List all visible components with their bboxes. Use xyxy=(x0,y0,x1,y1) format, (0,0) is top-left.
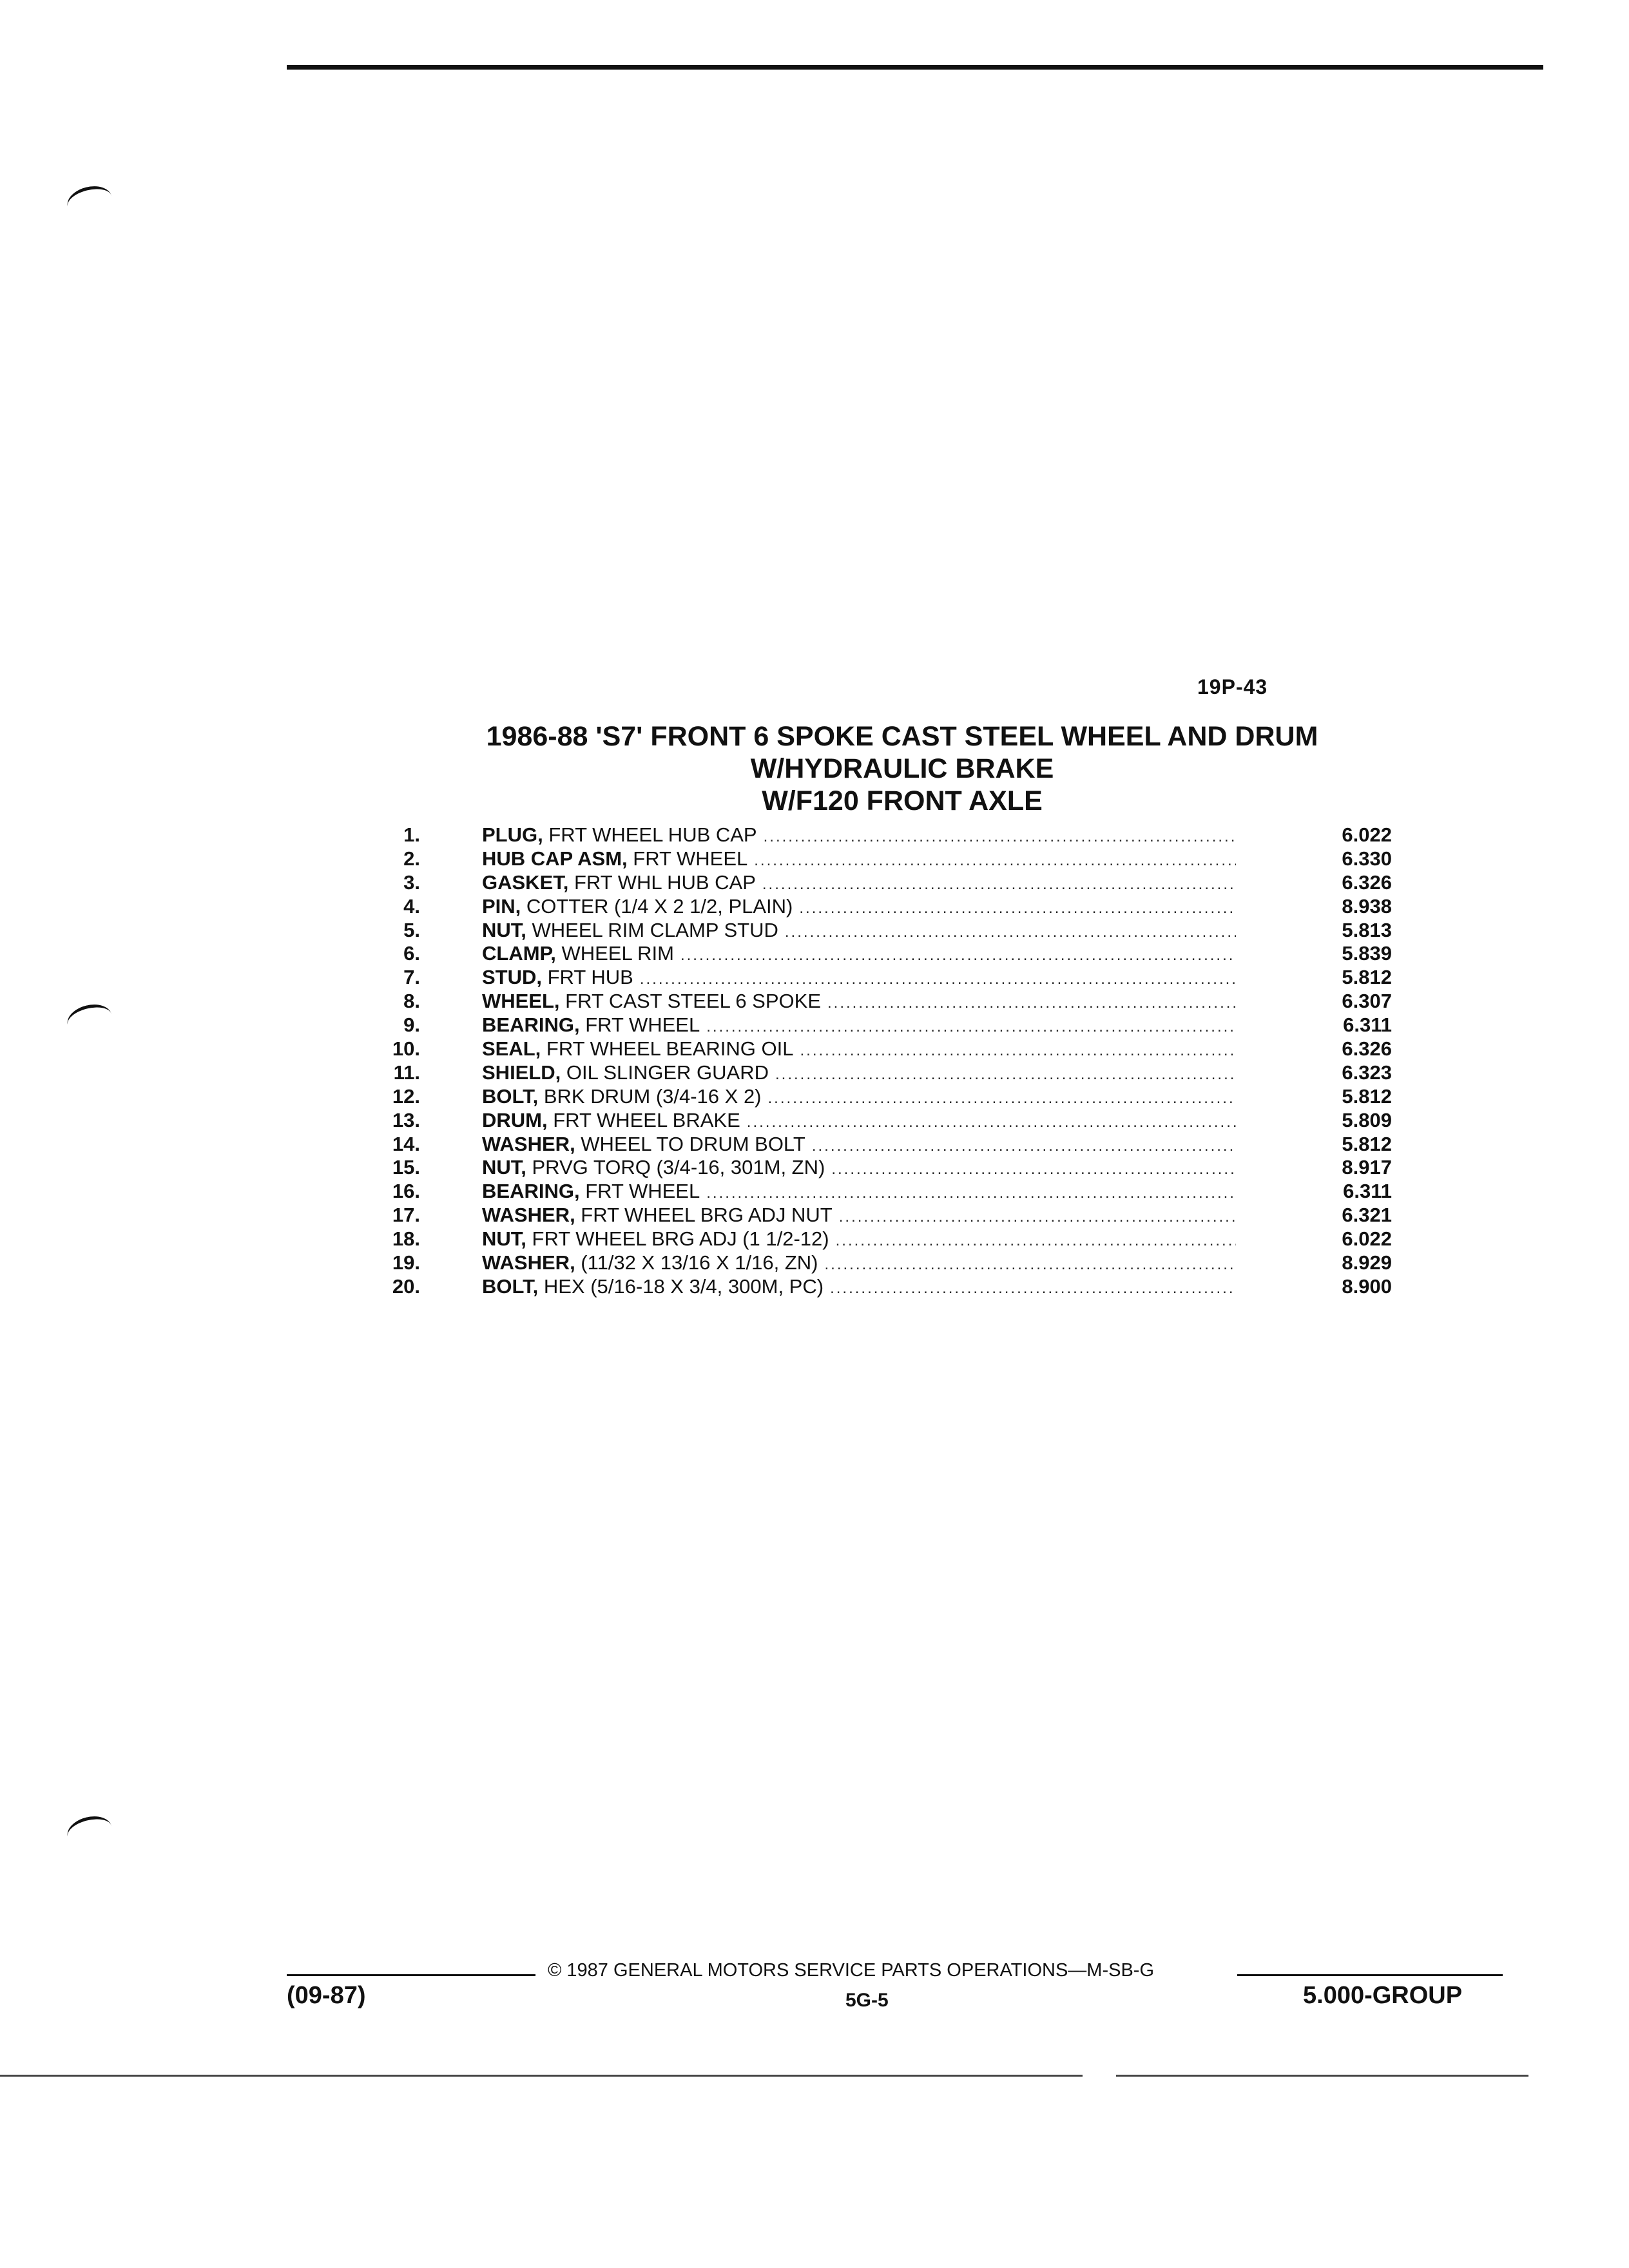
part-name: WASHER, xyxy=(482,1251,575,1274)
part-detail: FRT WHEEL BRG ADJ (1 1/2-12) xyxy=(526,1227,829,1251)
dot-leader xyxy=(836,1229,1236,1253)
part-name: SEAL, xyxy=(482,1037,541,1061)
group-number: 8.929 xyxy=(1342,1251,1392,1274)
part-description xyxy=(482,942,1236,967)
part-description xyxy=(482,1037,1236,1062)
part-name: SHIELD, xyxy=(482,1061,561,1084)
part-number: 5. xyxy=(403,918,420,941)
part-number: 4. xyxy=(403,894,420,918)
page-title xyxy=(387,720,1418,817)
top-rule xyxy=(287,65,1543,70)
part-detail: FRT WHEEL xyxy=(579,1014,700,1037)
part-name: WASHER, xyxy=(482,1132,575,1155)
part-detail: OIL SLINGER GUARD xyxy=(561,1061,769,1084)
part-description xyxy=(482,1156,1236,1181)
group-number: 6.326 xyxy=(1342,870,1392,894)
group-number: 6.311 xyxy=(1343,1180,1392,1203)
dot-leader xyxy=(812,1135,1236,1158)
part-detail: FRT WHEEL BRG ADJ NUT xyxy=(575,1204,833,1227)
group-number: 6.311 xyxy=(1343,1014,1392,1037)
group-number: 5.839 xyxy=(1342,942,1392,965)
part-number: 8. xyxy=(403,990,420,1013)
binder-hole-mark xyxy=(64,182,115,221)
part-number: 10. xyxy=(392,1037,420,1061)
dot-leader xyxy=(768,1087,1236,1110)
dot-leader xyxy=(825,1253,1237,1276)
title-line-2: W/HYDRAULIC BRAKE xyxy=(750,753,1054,784)
part-detail: HEX (5/16-18 X 3/4, 300M, PC) xyxy=(538,1274,824,1298)
group-number: 6.326 xyxy=(1342,1037,1392,1061)
part-number: 9. xyxy=(403,1014,420,1037)
part-description xyxy=(482,1061,1236,1086)
dot-leader xyxy=(831,1158,1236,1181)
dot-leader xyxy=(706,1182,1236,1205)
part-number: 20. xyxy=(392,1274,420,1298)
group-number: 5.809 xyxy=(1342,1108,1392,1131)
part-description xyxy=(482,871,1236,896)
group-number: 6.321 xyxy=(1342,1204,1392,1227)
title-line-3: W/F120 FRONT AXLE xyxy=(762,785,1043,816)
part-number: 7. xyxy=(403,966,420,989)
group-number: 5.812 xyxy=(1342,1132,1392,1155)
part-row xyxy=(361,1133,1392,1157)
part-detail: FRT WHEEL BRAKE xyxy=(547,1108,740,1131)
part-name: HUB CAP ASM, xyxy=(482,847,628,870)
group-number: 5.812 xyxy=(1342,966,1392,989)
dot-leader xyxy=(764,825,1236,849)
part-detail: FRT WHEEL HUB CAP xyxy=(543,823,757,846)
part-description xyxy=(482,990,1236,1015)
part-detail: WHEEL TO DRUM BOLT xyxy=(575,1132,805,1155)
dot-leader xyxy=(800,1039,1236,1062)
part-row xyxy=(361,1014,1392,1037)
dot-leader xyxy=(775,1063,1236,1086)
part-row xyxy=(361,895,1392,919)
part-name: GASKET, xyxy=(482,870,569,894)
part-name: DRUM, xyxy=(482,1108,548,1131)
part-name: BOLT, xyxy=(482,1274,539,1298)
part-row xyxy=(361,1251,1392,1275)
page-number: 5G-5 xyxy=(845,1990,889,2011)
bottom-rule xyxy=(0,2075,1083,2077)
part-description xyxy=(482,1085,1236,1110)
part-number: 11. xyxy=(393,1061,420,1084)
part-detail: FRT WHL HUB CAP xyxy=(568,870,756,894)
group-number: 6.307 xyxy=(1342,990,1392,1013)
part-row xyxy=(361,966,1392,990)
part-description xyxy=(482,823,1236,849)
part-number: 1. xyxy=(403,823,420,846)
part-detail: WHEEL RIM xyxy=(555,942,674,965)
group-number: 6.022 xyxy=(1342,823,1392,846)
part-name: CLAMP, xyxy=(482,942,556,965)
part-description xyxy=(482,1109,1236,1134)
group-number: 6.323 xyxy=(1342,1061,1392,1084)
part-row xyxy=(361,990,1392,1014)
binder-hole-mark xyxy=(64,1812,115,1851)
part-name: NUT, xyxy=(482,918,526,941)
part-row xyxy=(361,1275,1392,1299)
part-detail: FRT CAST STEEL 6 SPOKE xyxy=(559,990,821,1013)
part-number: 16. xyxy=(392,1180,420,1203)
part-row xyxy=(361,919,1392,943)
part-name: WHEEL, xyxy=(482,990,560,1013)
group-number: 6.330 xyxy=(1342,847,1392,870)
part-description xyxy=(482,1204,1236,1229)
part-name: BEARING, xyxy=(482,1180,580,1203)
parts-list xyxy=(361,823,1392,1299)
footer-rule-right xyxy=(1237,1974,1503,1976)
dot-leader xyxy=(754,849,1236,872)
footer-date: (09-87) xyxy=(287,1982,366,2009)
group-number: 8.938 xyxy=(1342,894,1392,918)
part-row xyxy=(361,942,1392,966)
part-detail: WHEEL RIM CLAMP STUD xyxy=(526,918,778,941)
part-description xyxy=(482,1180,1236,1205)
group-number: 5.812 xyxy=(1342,1084,1392,1108)
part-detail: BRK DRUM (3/4-16 X 2) xyxy=(538,1084,762,1108)
dot-leader xyxy=(839,1206,1236,1229)
part-row xyxy=(361,1109,1392,1133)
dot-leader xyxy=(640,968,1236,991)
part-row xyxy=(361,1227,1392,1251)
part-description xyxy=(482,1133,1236,1158)
part-number: 6. xyxy=(403,942,420,965)
dot-leader xyxy=(680,944,1236,967)
part-detail: FRT WHEEL BEARING OIL xyxy=(541,1037,794,1061)
dot-leader xyxy=(799,897,1236,920)
part-row xyxy=(361,823,1392,847)
part-number: 15. xyxy=(392,1156,420,1179)
dot-leader xyxy=(785,921,1236,944)
group-number: 8.917 xyxy=(1342,1156,1392,1179)
binder-hole-mark xyxy=(64,1000,115,1039)
part-description xyxy=(482,1251,1236,1276)
part-detail: COTTER (1/4 X 2 1/2, PLAIN) xyxy=(521,894,793,918)
part-number: 13. xyxy=(392,1108,420,1131)
dot-leader xyxy=(747,1111,1236,1134)
part-number: 12. xyxy=(392,1084,420,1108)
part-description xyxy=(482,895,1236,920)
part-row xyxy=(361,1085,1392,1109)
part-number: 3. xyxy=(403,870,420,894)
part-row xyxy=(361,1204,1392,1227)
dot-leader xyxy=(827,992,1236,1015)
part-row xyxy=(361,871,1392,895)
group-number: 5.813 xyxy=(1342,918,1392,941)
part-detail: PRVG TORQ (3/4-16, 301M, ZN) xyxy=(526,1156,825,1179)
part-row xyxy=(361,1156,1392,1180)
copyright-notice: © 1987 GENERAL MOTORS SERVICE PARTS OPERATIONS—M-SB-G xyxy=(548,1960,1154,1981)
group-number: 8.900 xyxy=(1342,1274,1392,1298)
part-number: 19. xyxy=(392,1251,420,1274)
part-name: NUT, xyxy=(482,1227,526,1251)
part-description xyxy=(482,847,1236,872)
group-number: 6.022 xyxy=(1342,1227,1392,1251)
dot-leader xyxy=(830,1277,1236,1300)
part-row xyxy=(361,1037,1392,1061)
part-number: 17. xyxy=(392,1204,420,1227)
part-name: BOLT, xyxy=(482,1084,539,1108)
part-name: PLUG, xyxy=(482,823,543,846)
part-name: NUT, xyxy=(482,1156,526,1179)
part-detail: FRT HUB xyxy=(542,966,633,989)
dot-leader xyxy=(706,1015,1236,1039)
title-line-1: 1986-88 'S7' FRONT 6 SPOKE CAST STEEL WHEEL AND DRUM xyxy=(486,721,1318,752)
footer-group: 5.000-GROUP xyxy=(1303,1982,1463,2009)
part-detail: FRT WHEEL xyxy=(627,847,748,870)
bottom-rule xyxy=(1116,2075,1528,2077)
part-description xyxy=(482,966,1236,991)
part-name: WASHER, xyxy=(482,1204,575,1227)
part-row xyxy=(361,1180,1392,1204)
part-row xyxy=(361,1061,1392,1085)
part-description xyxy=(482,1275,1236,1300)
part-description xyxy=(482,1227,1236,1253)
part-number: 2. xyxy=(403,847,420,870)
part-name: PIN, xyxy=(482,894,521,918)
part-description xyxy=(482,919,1236,944)
part-description xyxy=(482,1014,1236,1039)
footer-rule-left xyxy=(287,1974,535,1976)
dot-leader xyxy=(762,873,1236,896)
part-detail: (11/32 X 13/16 X 1/16, ZN) xyxy=(575,1251,818,1274)
part-row xyxy=(361,847,1392,871)
part-name: BEARING, xyxy=(482,1014,580,1037)
part-number: 14. xyxy=(392,1132,420,1155)
part-name: STUD, xyxy=(482,966,542,989)
illustration-reference: 19P-43 xyxy=(1197,675,1268,698)
part-detail: FRT WHEEL xyxy=(579,1180,700,1203)
part-number: 18. xyxy=(392,1227,420,1251)
